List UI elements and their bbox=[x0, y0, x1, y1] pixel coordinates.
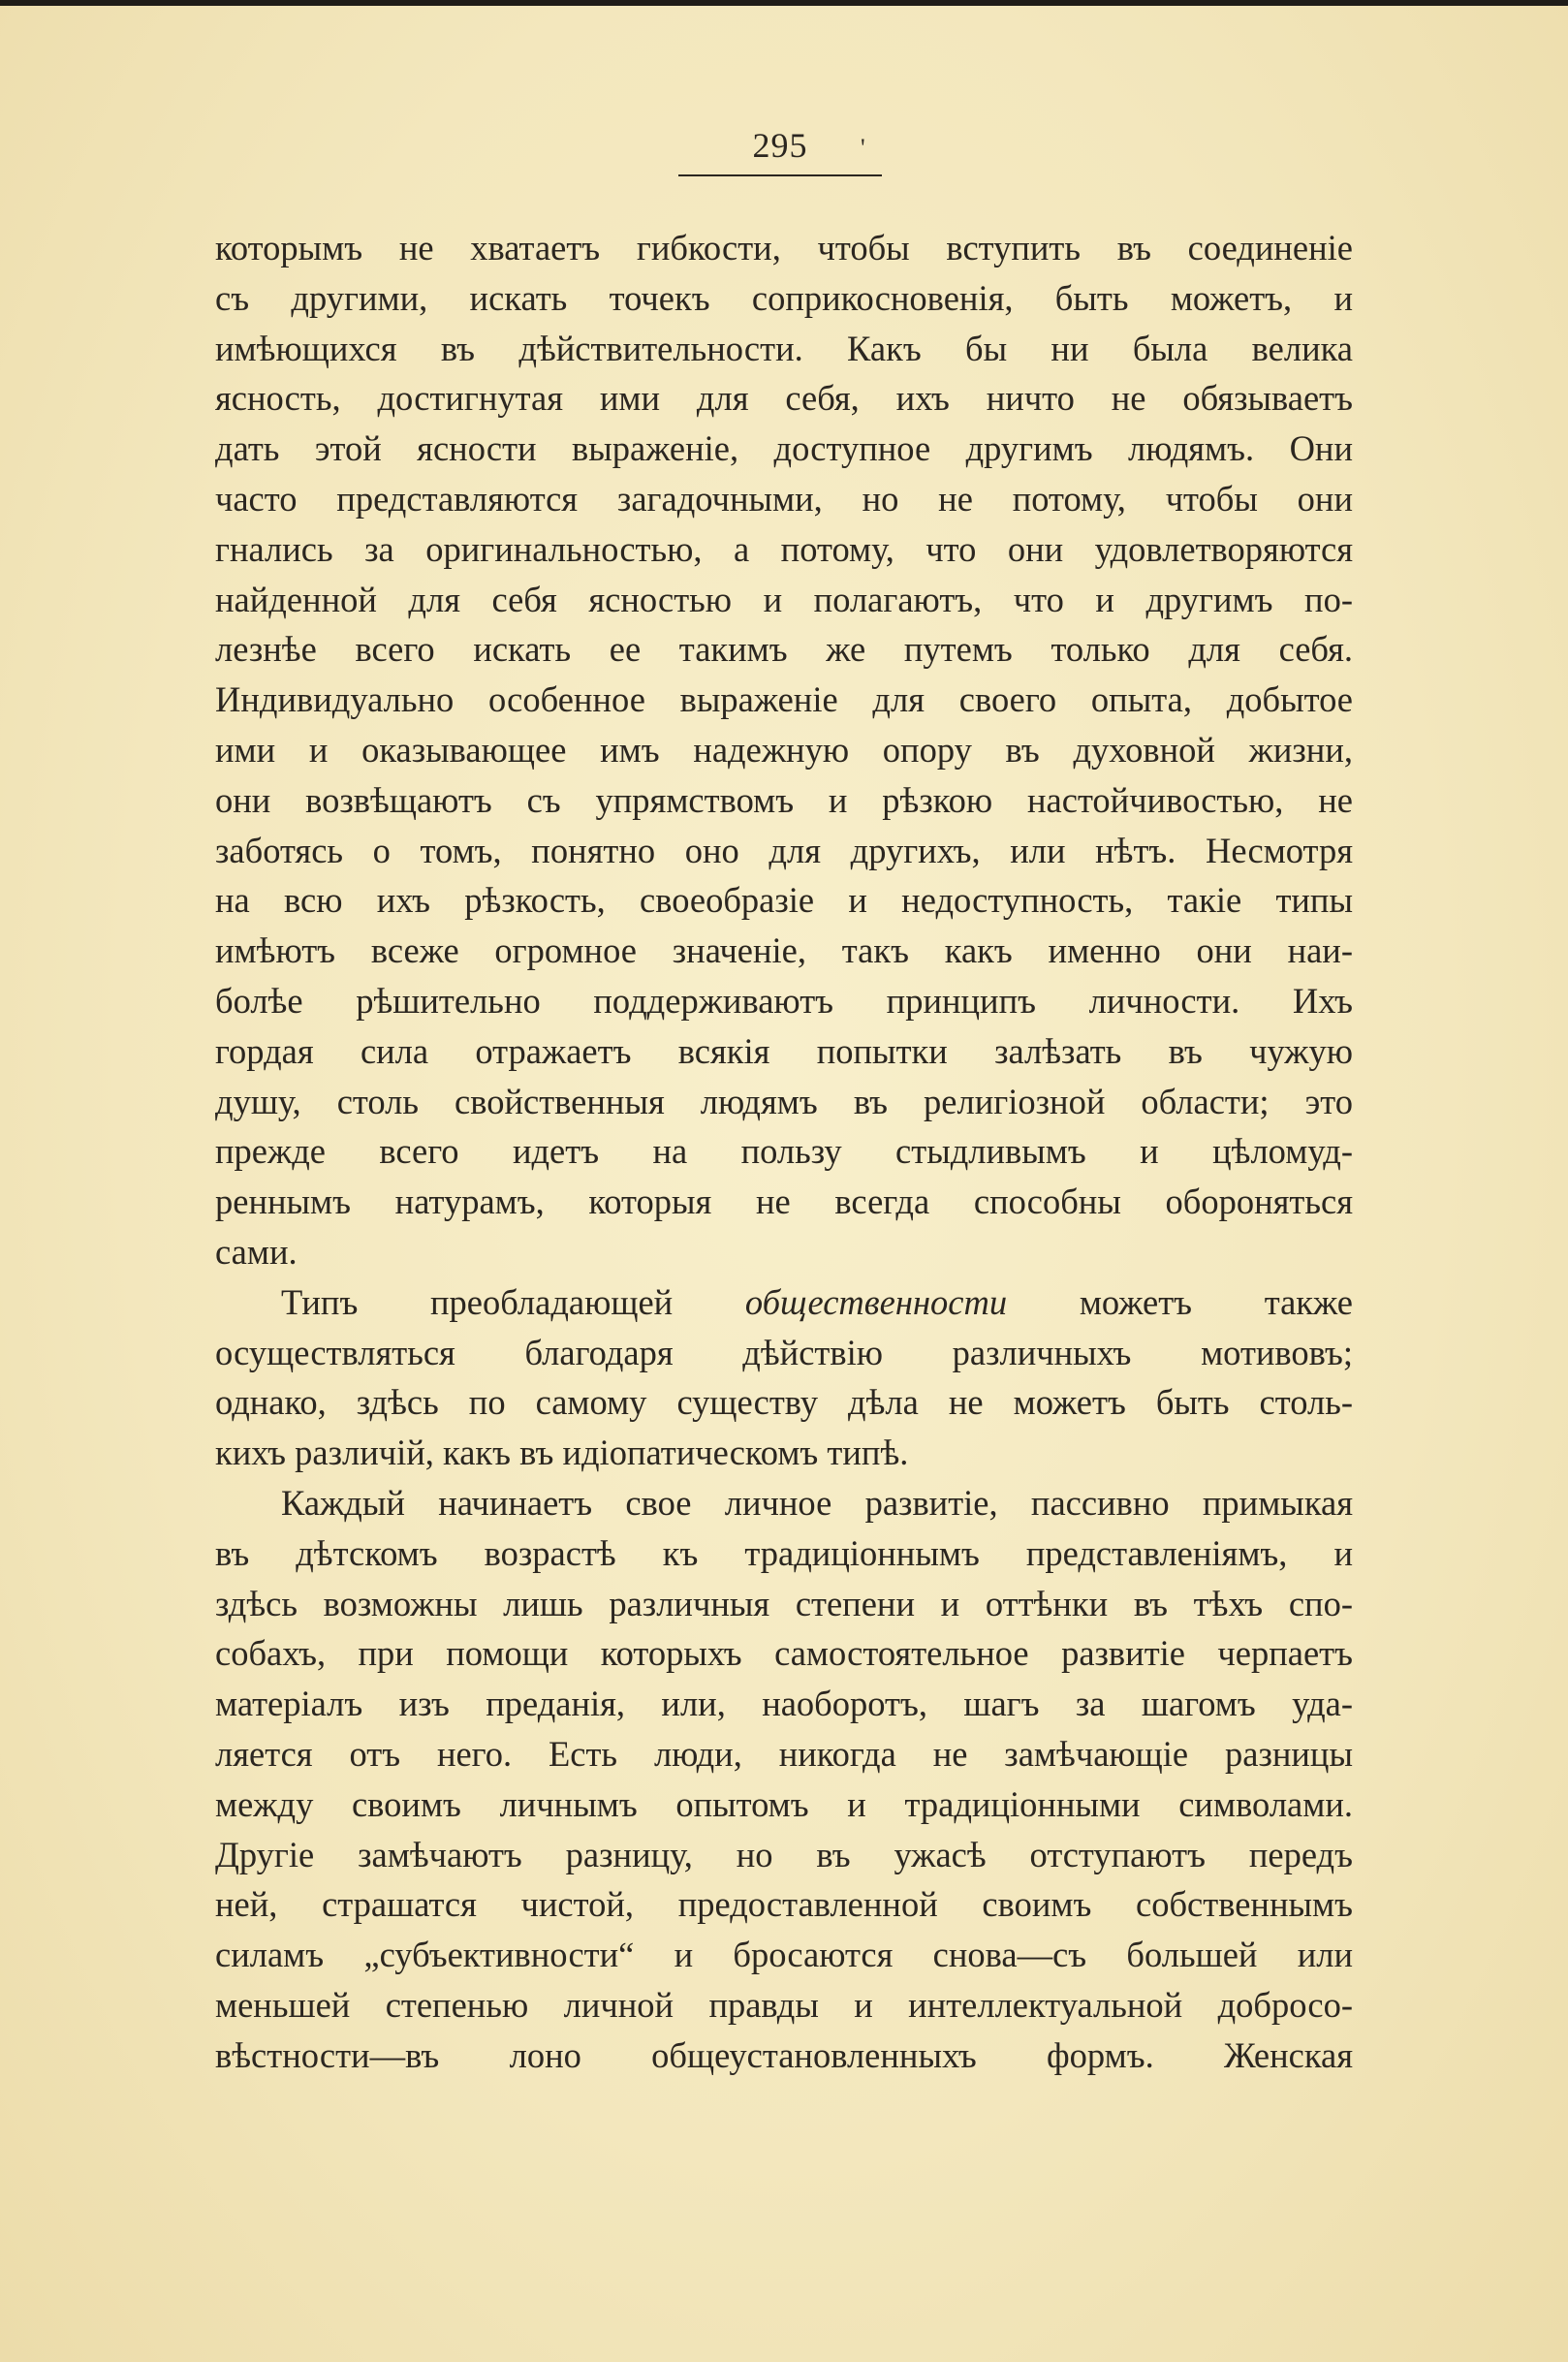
text-line: часто представляются загадочными, но не потому, чтобы они bbox=[215, 478, 1353, 519]
text-run: Типъ преобладающей bbox=[281, 1281, 674, 1322]
text-line: здѣсь возможны лишь различныя степени и оттѣнки въ тѣхъ спо- bbox=[215, 1583, 1353, 1623]
page-number: 295 bbox=[752, 126, 808, 165]
text-line: гордая сила отражаетъ всякія попытки залѣзать въ чужую bbox=[215, 1030, 1353, 1071]
text-line: силамъ „субъективности“ и бросаются снова—съ большей или bbox=[215, 1935, 1353, 1975]
text-line: реннымъ натурамъ, которыя не всегда способны обороняться bbox=[215, 1181, 1353, 1222]
text-line: имѣютъ всеже огромное значеніе, такъ какъ именно они наи- bbox=[215, 930, 1353, 971]
scan-top-edge bbox=[0, 0, 1568, 6]
text-line: сами. bbox=[215, 1231, 298, 1272]
text-line: лезнѣе всего искать ее такимъ же путемъ только для себя. bbox=[215, 629, 1353, 670]
text-line: заботясь о томъ, понятно оно для другихъ, или нѣтъ. Несмотря bbox=[215, 830, 1353, 870]
text-line: гнались за оригинальностью, а потому, что они удовлетворяются bbox=[215, 528, 1353, 569]
text-line: Другіе замѣчаютъ разницу, но въ ужасѣ отступаютъ передъ bbox=[215, 1834, 1353, 1874]
text-line: однако, здѣсь по самому существу дѣла не можетъ быть столь- bbox=[215, 1382, 1353, 1423]
text-line: ясность, достигнутая ими для себя, ихъ ничто не обязываетъ bbox=[215, 378, 1353, 419]
text-line: прежде всего идетъ на пользу стыдливымъ и цѣломуд- bbox=[215, 1131, 1353, 1172]
text-line: въ дѣтскомъ возрастѣ къ традиціоннымъ представленіямъ, и bbox=[215, 1532, 1353, 1573]
text-line: имѣющихся въ дѣйствительности. Какъ бы ни была велика bbox=[215, 328, 1353, 368]
body-text bbox=[215, 223, 1353, 2080]
header-rule bbox=[678, 174, 882, 176]
text-line: Каждый начинаетъ свое личное развитіе, пассивно примыкая bbox=[281, 1482, 1353, 1523]
text-line: душу, столь свойственныя людямъ въ религіозной области; это bbox=[215, 1081, 1353, 1121]
text-line: ими и оказывающее имъ надежную опору въ духовной жизни, bbox=[215, 729, 1353, 770]
text-line: матеріалъ изъ преданія, или, наоборотъ, шагъ за шагомъ уда- bbox=[215, 1684, 1353, 1724]
text-line: съ другими, искать точекъ соприкосновенія, быть можетъ, и bbox=[215, 277, 1353, 318]
text-line bbox=[215, 1277, 1353, 1328]
text-line: они возвѣщаютъ съ упрямствомъ и рѣзкою настойчивостью, не bbox=[215, 779, 1353, 820]
text-line: кихъ различій, какъ въ идіопатическомъ типѣ. bbox=[215, 1433, 909, 1473]
text-line: вѣстности—въ лоно общеустановленныхъ формъ. Женская bbox=[215, 2034, 1353, 2075]
text-line: ней, страшатся чистой, предоставленной своимъ собственнымъ bbox=[215, 1884, 1353, 1925]
text-line: ляется отъ него. Есть люди, никогда не замѣчающіе разницы bbox=[215, 1733, 1353, 1774]
text-run: можетъ также bbox=[1079, 1281, 1353, 1322]
emphasis-text: общественности bbox=[744, 1281, 1008, 1322]
paragraph-2 bbox=[215, 1277, 1353, 1478]
text-line: найденной для себя ясностью и полагаютъ, что и другимъ по- bbox=[215, 579, 1353, 619]
text-line: болѣе рѣшительно поддерживаютъ принципъ личности. Ихъ bbox=[215, 980, 1353, 1021]
text-line: меньшей степенью личной правды и интеллектуальной добросо- bbox=[215, 1984, 1353, 2025]
page-mark: ' bbox=[861, 134, 865, 162]
text-line: осуществляться благодаря дѣйствію различныхъ мотивовъ; bbox=[215, 1332, 1353, 1372]
text-line: дать этой ясности выраженіе, доступное другимъ людямъ. Они bbox=[215, 428, 1353, 469]
paragraph-1 bbox=[215, 223, 1353, 1277]
page-header bbox=[678, 124, 882, 167]
text-line: которымъ не хватаетъ гибкости, чтобы вступить въ соединеніе bbox=[215, 228, 1353, 268]
text-line: Индивидуально особенное выраженіе для своего опыта, добытое bbox=[215, 679, 1353, 720]
text-line: на всю ихъ рѣзкость, своеобразіе и недоступность, такіе типы bbox=[215, 880, 1353, 921]
text-line: собахъ, при помощи которыхъ самостоятельное развитіе черпаетъ bbox=[215, 1633, 1353, 1674]
text-line: между своимъ личнымъ опытомъ и традиціонными символами. bbox=[215, 1783, 1353, 1824]
paragraph-3 bbox=[215, 1478, 1353, 2081]
